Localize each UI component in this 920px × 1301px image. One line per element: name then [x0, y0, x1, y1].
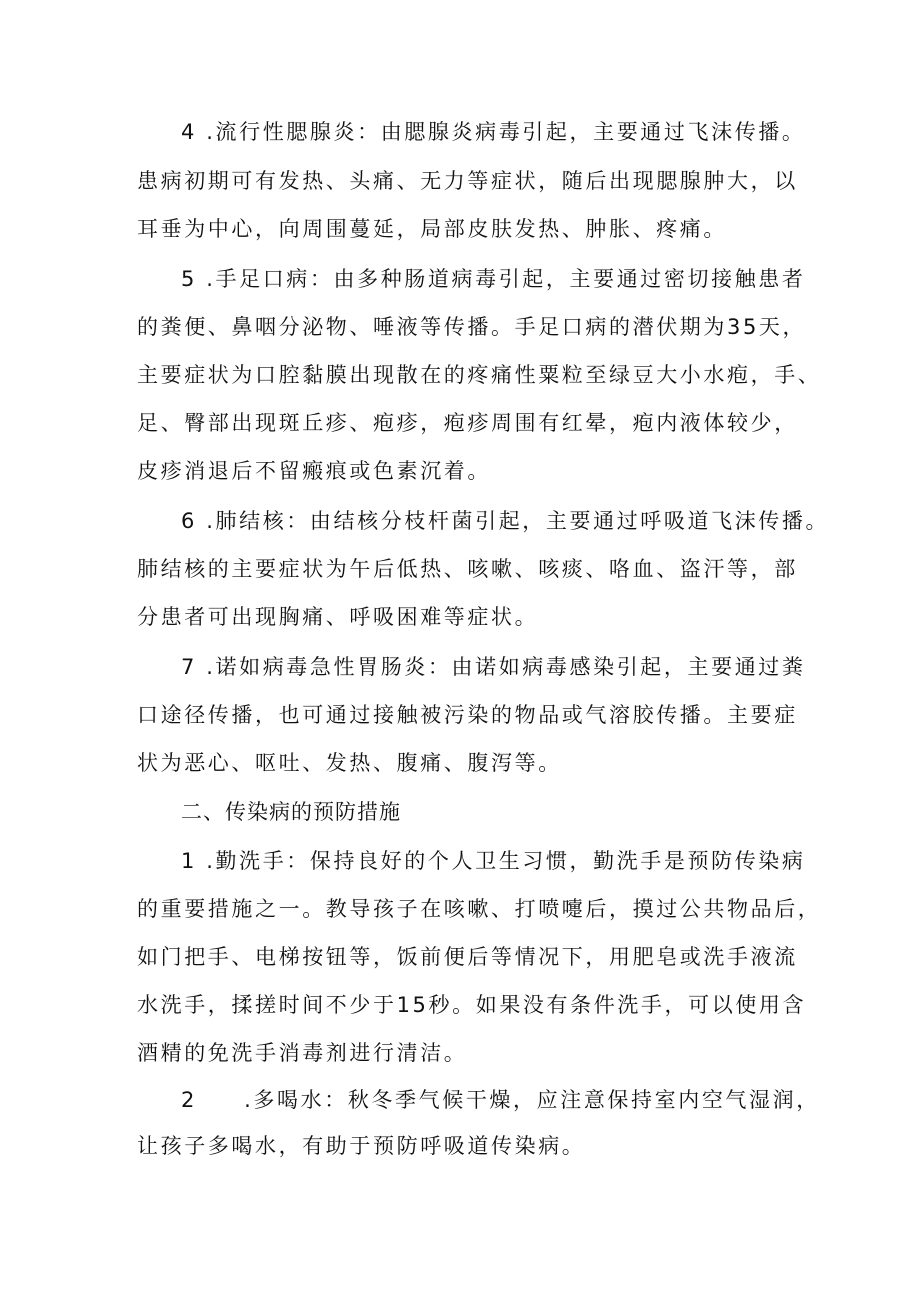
prevention-1-line-5: 酒精的免洗手消毒剂进行清洁。 [137, 1041, 468, 1065]
paragraph-7-line-2: 口途径传播，也可通过接触被污染的物品或气溶胶传播。主要症 [137, 703, 798, 727]
prevention-1-line-4: 水洗手，揉搓时间不少于15秒。如果没有条件洗手，可以使用含 [137, 993, 807, 1017]
section-heading-prevention: 二、传染病的预防措施 [181, 800, 401, 824]
paragraph-4-line-3: 耳垂为中心，向周围蔓延，局部皮肤发热、肿胀、疼痛。 [137, 217, 727, 241]
prevention-2-line-2: 让孩子多喝水，有助于预防呼吸道传染病。 [137, 1134, 586, 1158]
prevention-1-line-1: 1 .勤洗手：保持良好的个人卫生习惯，勤洗手是预防传染病 [181, 849, 806, 873]
paragraph-6-line-1: 6 .肺结核：由结核分枝杆菌引起，主要通过呼吸道飞沫传播。 [181, 509, 830, 533]
prevention-1-line-3: 如门把手、电梯按钮等，饭前便后等情况下，用肥皂或洗手液流 [137, 945, 798, 969]
paragraph-4-line-1: 4 .流行性腮腺炎：由腮腺炎病毒引起，主要通过飞沫传播。 [181, 120, 806, 144]
paragraph-7-line-1: 7 .诺如病毒急性胃肠炎：由诺如病毒感染引起，主要通过粪 [181, 655, 806, 679]
paragraph-5-line-3: 主要症状为口腔黏膜出现散在的疼痛性粟粒至绿豆大小水疱，手、 [137, 363, 822, 387]
paragraph-5-line-4: 足、臀部出现斑丘疹、疱疹，疱疹周围有红晕，疱内液体较少， [137, 411, 798, 435]
paragraph-4-line-2: 患病初期可有发热、头痛、无力等症状，随后出现腮腺肿大，以 [137, 169, 798, 193]
paragraph-6-line-3: 分患者可出现胸痛、呼吸困难等症状。 [137, 605, 539, 629]
paragraph-5-line-1: 5 .手足口病：由多种肠道病毒引起，主要通过密切接触患者 [181, 267, 806, 291]
paragraph-5-line-5: 皮疹消退后不留瘢痕或色素沉着。 [137, 459, 491, 483]
prevention-2-line-1: 2 .多喝水：秋冬季气候干燥，应注意保持室内空气湿润， [181, 1088, 820, 1112]
paragraph-5-line-2: 的粪便、鼻咽分泌物、唾液等传播。手足口病的潜伏期为35天， [137, 315, 807, 339]
paragraph-7-line-3: 状为恶心、呕吐、发热、腹痛、腹泻等。 [137, 751, 562, 775]
prevention-1-line-2: 的重要措施之一。教导孩子在咳嗽、打喷嚏后，摸过公共物品后， [137, 897, 822, 921]
paragraph-6-line-2: 肺结核的主要症状为午后低热、咳嗽、咳痰、咯血、盗汗等，部 [137, 557, 798, 581]
